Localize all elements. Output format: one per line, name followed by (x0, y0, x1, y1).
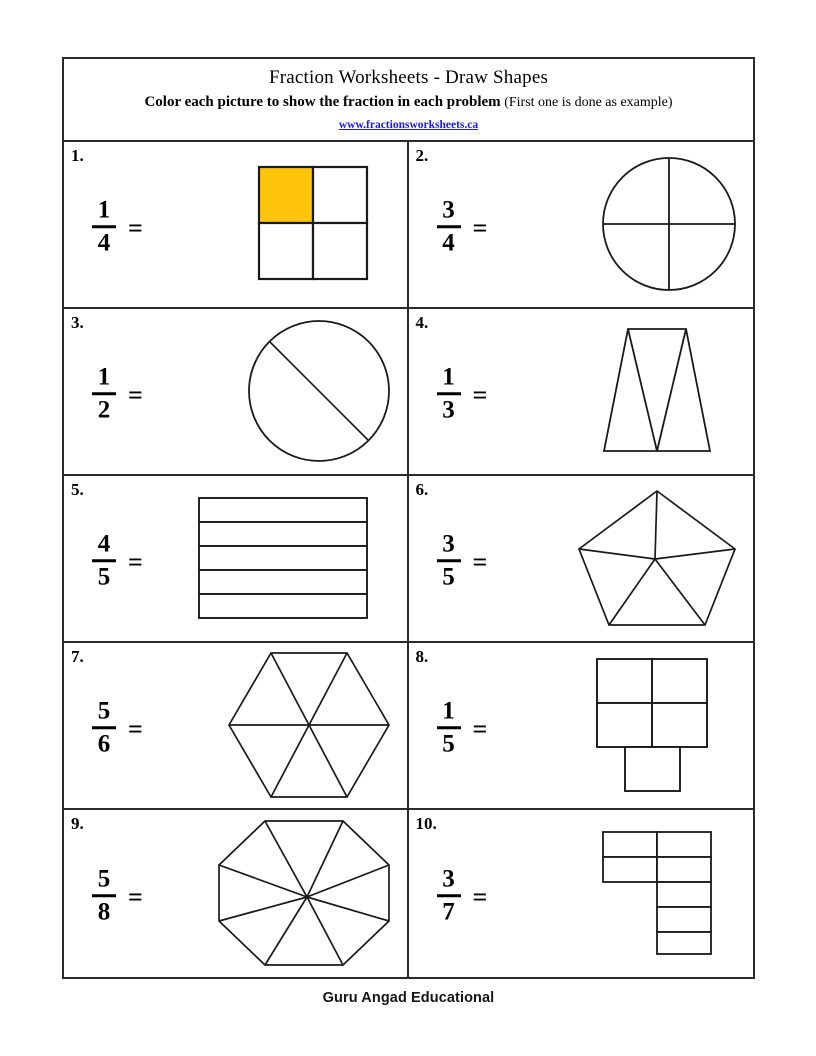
numerator-10: 3 (442, 865, 455, 893)
strip-4[interactable] (199, 570, 367, 594)
fraction-8 (437, 698, 461, 758)
numerator-6: 3 (442, 530, 455, 558)
shape-circle-quarters[interactable] (599, 154, 739, 294)
shape-trapezoid-thirds[interactable] (599, 323, 715, 459)
square-top-left[interactable] (597, 659, 652, 703)
fraction-bar-5 (92, 560, 116, 563)
footer-credit: Guru Angad Educational (322, 990, 495, 1006)
fraction-expression-9 (92, 860, 143, 926)
equals-sign-4: = (472, 380, 488, 410)
problem-cell-8[interactable] (409, 643, 754, 808)
problem-cell-7[interactable] (64, 643, 409, 808)
page-title: Fraction Worksheets - Draw Shapes (268, 67, 549, 88)
worksheet-table (62, 57, 755, 979)
fraction-5 (92, 531, 116, 591)
fraction-10 (437, 866, 461, 926)
problem-number-8: 8. (415, 646, 429, 666)
fraction-bar-4 (437, 393, 461, 396)
strip-3[interactable] (199, 546, 367, 570)
equals-sign-8: = (472, 714, 488, 744)
denominator-5: 5 (97, 563, 111, 591)
equals-sign-9: = (128, 882, 143, 912)
problem-number-7: 7. (71, 646, 84, 666)
numerator-7: 5 (97, 697, 111, 725)
numerator-9: 5 (97, 865, 111, 893)
strip-5[interactable] (199, 594, 367, 618)
problem-number-5: 5. (71, 479, 84, 499)
fraction-bar-3 (92, 393, 116, 396)
shape-square-2x2-grid[interactable] (257, 165, 369, 283)
problem-number-9: 9. (71, 813, 84, 833)
fraction-expression-2 (437, 191, 488, 257)
equals-sign-7: = (128, 714, 143, 744)
fraction-expression-10 (437, 860, 488, 926)
problem-number-2: 2. (415, 145, 429, 165)
fraction-2 (437, 197, 461, 257)
denominator-4: 3 (442, 396, 455, 424)
equals-sign-6: = (472, 547, 488, 577)
problem-cell-1[interactable] (64, 142, 409, 307)
fraction-expression-6 (437, 525, 488, 591)
instruction-text (72, 93, 745, 112)
shape-octagon-eighths[interactable] (215, 817, 393, 969)
cell-r5c2[interactable] (657, 932, 711, 954)
fraction-bar-6 (437, 560, 461, 563)
fraction-7 (92, 698, 116, 758)
problem-number-4: 4. (415, 312, 429, 332)
denominator-9: 8 (97, 898, 111, 926)
instruction-main: Color each picture to show the fraction in each problem (144, 93, 501, 110)
trapezoid-outline[interactable] (604, 329, 710, 451)
fraction-1 (92, 197, 116, 257)
denominator-3: 2 (97, 396, 111, 424)
numerator-8: 1 (442, 697, 455, 725)
problem-number-6: 6. (415, 479, 429, 499)
shape-l-shape-7-squares[interactable] (601, 830, 715, 956)
fraction-bar-9 (92, 895, 116, 898)
problem-cell-4[interactable] (409, 309, 754, 474)
strip-2[interactable] (199, 522, 367, 546)
numerator-5: 4 (97, 530, 111, 558)
fraction-expression-7 (92, 692, 143, 758)
instruction-note: (First one is done as example) (500, 94, 673, 110)
problem-number-3: 3. (71, 312, 84, 332)
problem-cell-9[interactable] (64, 810, 409, 977)
equals-sign-1: = (128, 213, 143, 243)
problem-number-10: 10. (415, 813, 437, 833)
source-website-link[interactable]: www.fractionsworksheets.ca (338, 118, 479, 131)
equals-sign-3: = (128, 380, 143, 410)
denominator-6: 5 (442, 563, 455, 591)
denominator-10: 7 (442, 898, 455, 926)
fraction-expression-1 (92, 191, 143, 257)
shape-pentomino-p-5-squares[interactable] (595, 657, 715, 793)
fraction-9 (92, 866, 116, 926)
shape-hexagon-sixths[interactable] (225, 649, 393, 801)
numerator-4: 1 (442, 363, 455, 391)
denominator-1: 4 (97, 229, 111, 257)
denominator-8: 5 (442, 730, 455, 758)
shape-pentagon-fifths[interactable] (575, 487, 739, 629)
cell-r1c1[interactable] (603, 832, 657, 857)
problem-row (64, 309, 753, 476)
cell-bottom-left[interactable] (259, 223, 313, 279)
equals-sign-2: = (472, 213, 488, 243)
cell-r2c1[interactable] (603, 857, 657, 882)
shape-circle-diagonal-halves[interactable] (245, 317, 393, 465)
shaded-cell-top-left[interactable] (259, 167, 313, 223)
square-bottom-center[interactable] (625, 747, 680, 791)
fraction-bar-8 (437, 727, 461, 730)
cell-r3c2[interactable] (657, 882, 711, 907)
fraction-6 (437, 531, 461, 591)
denominator-7: 6 (97, 730, 111, 758)
equals-sign-10: = (472, 882, 488, 912)
cell-top-right[interactable] (313, 167, 367, 223)
fraction-bar-7 (92, 727, 116, 730)
strip-1[interactable] (199, 498, 367, 522)
square-top-right[interactable] (652, 659, 707, 703)
fraction-expression-4 (437, 358, 488, 424)
equals-sign-5: = (128, 547, 143, 577)
fraction-expression-3 (92, 358, 143, 424)
numerator-1: 1 (97, 196, 111, 224)
fraction-4 (437, 364, 461, 424)
square-mid-left[interactable] (597, 703, 652, 747)
problem-cell-3[interactable] (64, 309, 409, 474)
cell-r2c2[interactable] (657, 857, 711, 882)
fraction-bar-2 (437, 226, 461, 229)
fraction-expression-8 (437, 692, 488, 758)
fraction-bar-10 (437, 895, 461, 898)
problem-grid (64, 142, 753, 977)
problem-row (64, 643, 753, 810)
problem-cell-5[interactable] (64, 476, 409, 641)
cell-bottom-right[interactable] (313, 223, 367, 279)
shape-rectangle-5-strips[interactable] (197, 496, 369, 620)
problem-cell-6[interactable] (409, 476, 754, 641)
problem-number-1: 1. (71, 145, 84, 165)
problem-row (64, 142, 753, 309)
numerator-2: 3 (442, 196, 455, 224)
problem-row (64, 810, 753, 977)
fraction-expression-5 (92, 525, 143, 591)
problem-row (64, 476, 753, 643)
denominator-2: 4 (442, 229, 455, 257)
cell-r4c2[interactable] (657, 907, 711, 932)
problem-cell-2[interactable] (409, 142, 754, 307)
numerator-3: 1 (97, 363, 111, 391)
square-mid-right[interactable] (652, 703, 707, 747)
worksheet-header (64, 59, 753, 142)
fraction-3 (92, 364, 116, 424)
fraction-bar-1 (92, 226, 116, 229)
problem-cell-10[interactable] (409, 810, 754, 977)
cell-r1c2[interactable] (657, 832, 711, 857)
